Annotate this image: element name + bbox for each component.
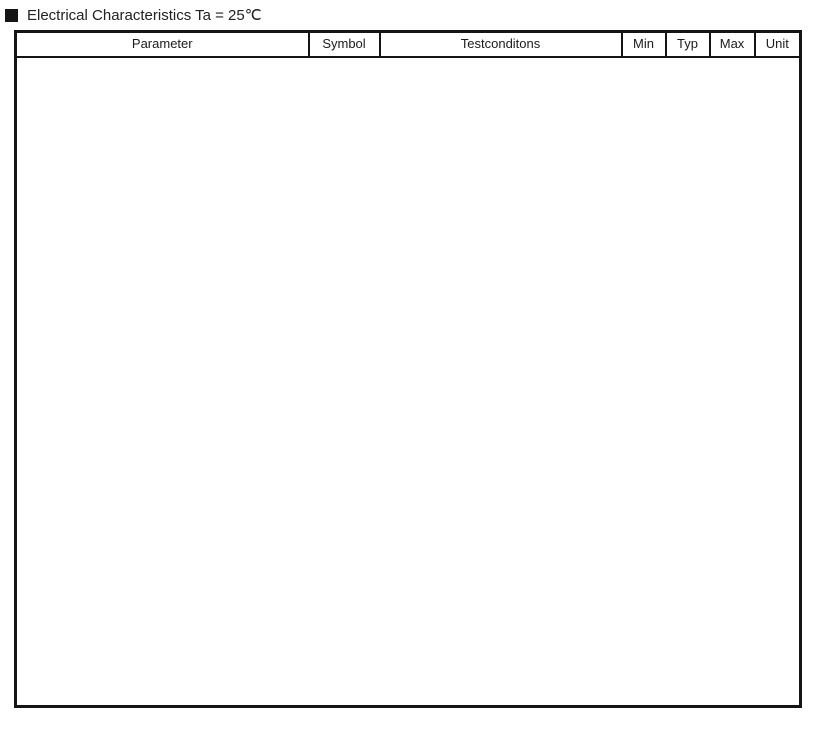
column-header-max: Max [710,32,755,57]
table-row [16,239,801,265]
table-row [16,57,801,83]
table-row [16,395,801,421]
table-row [16,603,801,629]
table-row [16,213,801,239]
table-row [16,499,801,525]
table-row [16,135,801,161]
table-row [16,83,801,109]
table-row [16,291,801,317]
table-row [16,343,801,369]
page-title: Electrical Characteristics Ta = 25℃ [27,7,262,24]
table-row [16,265,801,291]
electrical-characteristics-table [14,30,802,708]
table-row [16,369,801,395]
table-row [16,551,801,577]
table-row [16,525,801,551]
column-header-min: Min [622,32,666,57]
table-body [16,57,801,707]
section-title-row [0,0,813,30]
column-header-symbol: Symbol [309,32,380,57]
table-row [16,317,801,343]
column-header-testconditions: Testconditons [380,32,622,57]
header-row [16,32,801,57]
table-row [16,187,801,213]
table-row [16,473,801,499]
table-row [16,109,801,135]
table-row [16,577,801,603]
column-header-typ: Typ [666,32,710,57]
table-row [16,655,801,681]
column-header-unit: Unit [755,32,801,57]
table-row [16,161,801,187]
table-row [16,681,801,707]
table-row [16,447,801,473]
table-row [16,421,801,447]
table-row [16,629,801,655]
column-header-parameter: Parameter [16,32,309,57]
section-bullet-icon [5,9,18,22]
